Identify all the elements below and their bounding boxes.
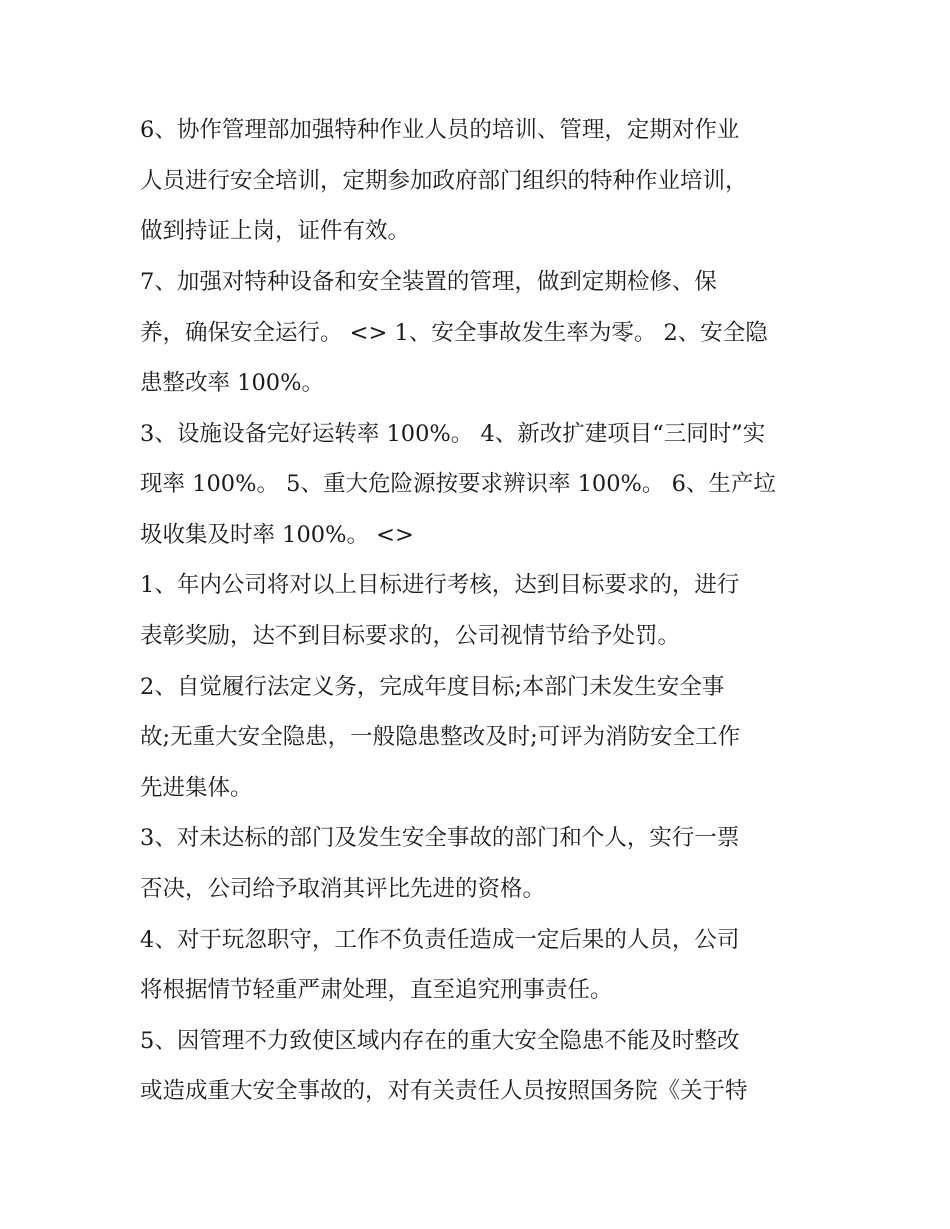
text-line: 患整改率 100%。: [140, 370, 324, 396]
text-line: 1、年内公司将对以上目标进行考核，达到目标要求的，进行: [140, 572, 740, 598]
text-line: 先进集体。: [140, 775, 253, 801]
text-line: 4、对于玩忽职守，工作不负责任造成一定后果的人员，公司: [140, 927, 740, 953]
text-line: 5、因管理不力致使区域内存在的重大安全隐患不能及时整改: [140, 1028, 740, 1054]
text-line: 或造成重大安全事故的，对有关责任人员按照国务院《关于特: [140, 1078, 748, 1104]
text-line: 7、加强对特种设备和安全装置的管理，做到定期检修、保: [140, 269, 717, 295]
text-line: 圾收集及时率 100%。 <>: [140, 522, 414, 548]
text-line: 3、对未达标的部门及发生安全事故的部门和个人，实行一票: [140, 825, 740, 851]
text-line: 现率 100%。 5、重大危险源按要求辨识率 100%。 6、生产垃: [140, 471, 776, 497]
text-line: 人员进行安全培训，定期参加政府部门组织的特种作业培训，: [140, 168, 748, 194]
text-line: 6、协作管理部加强特种作业人员的培训、管理，定期对作业: [140, 117, 740, 143]
text-line: 养，确保安全运行。 <> 1、安全事故发生率为零。 2、安全隐: [140, 320, 768, 346]
text-line: 将根据情节轻重严肃处理，直至追究刑事责任。: [140, 977, 613, 1003]
text-line: 否决，公司给予取消其评比先进的资格。: [140, 876, 546, 902]
text-line: 2、自觉履行法定义务，完成年度目标;本部门未发生安全事: [140, 674, 725, 700]
text-line: 3、设施设备完好运转率 100%。 4、新改扩建项目“三同时”实: [140, 421, 766, 447]
text-line: 做到持证上岗，证件有效。: [140, 218, 411, 244]
text-line: 表彰奖励，达不到目标要求的，公司视情节给予处罚。: [140, 623, 681, 649]
text-line: 故;无重大安全隐患，一般隐患整改及时;可评为消防安全工作: [140, 724, 741, 750]
